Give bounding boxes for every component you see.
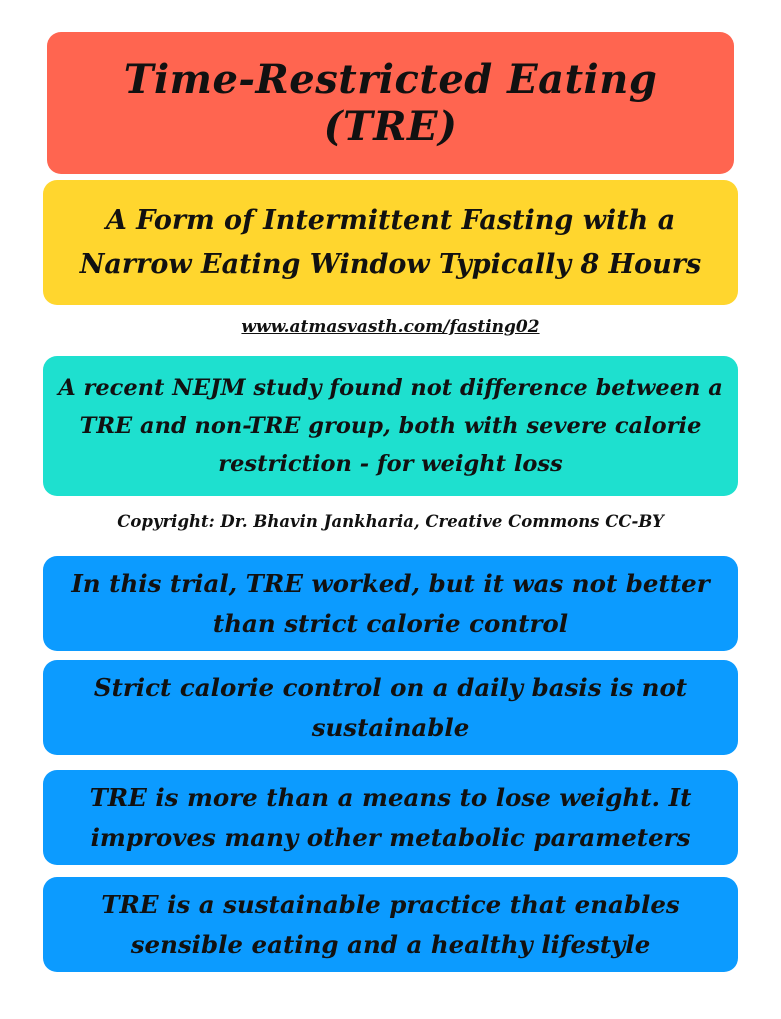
point-text: Strict calorie control on a daily basis is not sustainable <box>93 672 688 742</box>
source-link[interactable]: www.atmasvasth.com/fasting02 <box>241 317 540 337</box>
point-card-sustainable <box>43 877 738 972</box>
point-text: TRE is a sustainable practice that enables sensible eating and a healthy lifestyle <box>101 889 680 959</box>
title-banner <box>47 32 734 174</box>
study-note-text: A recent NEJM study found not difference between a TRE and non-TRE group, both with severe calorie restriction - for weight loss <box>58 375 723 477</box>
page-title: Time-Restricted Eating (TRE) <box>123 56 658 150</box>
point-text: In this trial, TRE worked, but it was not better than strict calorie control <box>71 568 710 638</box>
study-note-card <box>43 356 738 496</box>
subtitle-banner <box>43 180 738 305</box>
point-text: TRE is more than a means to lose weight. It improves many other metabolic parameters <box>89 782 692 852</box>
point-card-trial <box>43 556 738 651</box>
page-subtitle: A Form of Intermittent Fasting with a Narrow Eating Window Typically 8 Hours <box>79 204 702 280</box>
point-card-calorie-control <box>43 660 738 755</box>
copyright-notice: Copyright: Dr. Bhavin Jankharia, Creative Commons CC-BY <box>117 512 664 531</box>
point-card-metabolic <box>43 770 738 865</box>
